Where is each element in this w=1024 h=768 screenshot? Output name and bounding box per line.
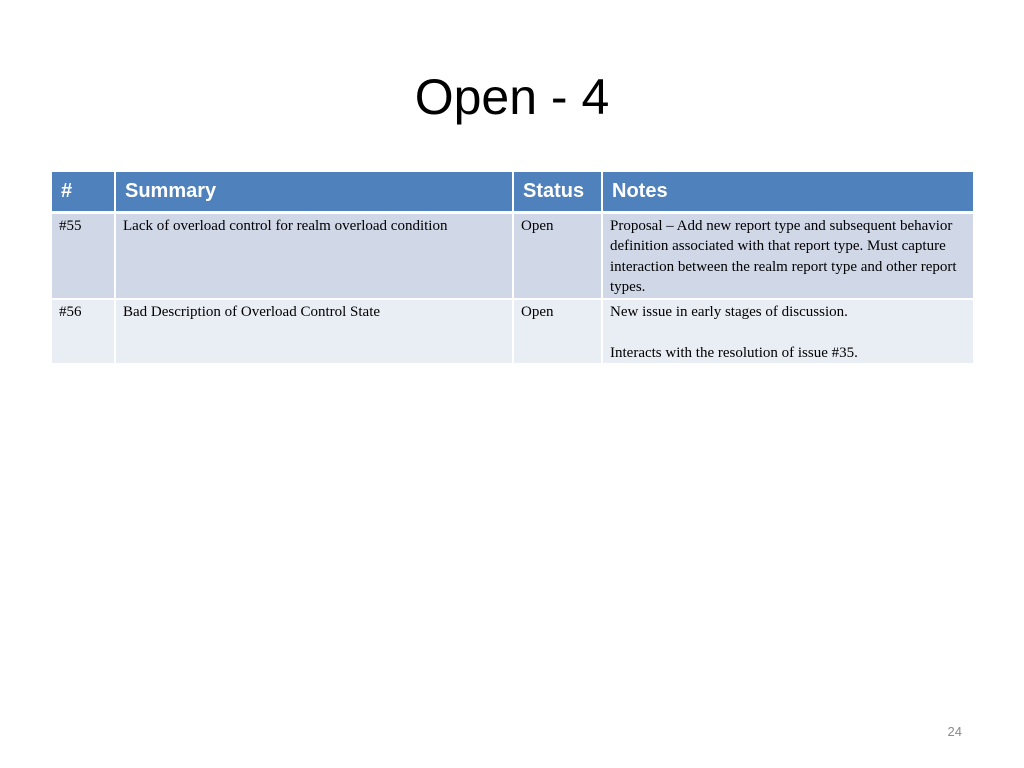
column-header-notes: Notes bbox=[602, 172, 973, 212]
table-row bbox=[52, 299, 973, 365]
page-number: 24 bbox=[947, 724, 962, 739]
issue-notes-cell bbox=[602, 212, 973, 299]
note-text: Interacts with the resolution of issue #35. bbox=[610, 344, 858, 361]
column-header-number: # bbox=[52, 172, 115, 212]
issue-notes-cell bbox=[602, 299, 973, 365]
table-row bbox=[52, 212, 973, 299]
slide-title: Open - 4 bbox=[414, 69, 610, 125]
column-header-status: Status bbox=[513, 172, 602, 212]
note-text: Proposal – Add new report type and subsequent behavior definition associated with that report type. Must capture interaction between the realm report type and other report types. bbox=[610, 217, 957, 295]
issue-status-cell: Open bbox=[513, 212, 602, 299]
issue-summary-cell: Lack of overload control for realm overload condition bbox=[115, 212, 513, 299]
issue-number-cell: #55 bbox=[52, 212, 115, 299]
note-text: New issue in early stages of discussion. bbox=[610, 303, 848, 320]
paragraph-spacer bbox=[610, 322, 966, 343]
table-header-row bbox=[52, 172, 973, 212]
issue-summary-cell: Bad Description of Overload Control State bbox=[115, 299, 513, 365]
issue-number-cell: #56 bbox=[52, 299, 115, 365]
column-header-summary: Summary bbox=[115, 172, 513, 212]
issues-table bbox=[52, 172, 973, 365]
issue-status-cell: Open bbox=[513, 299, 602, 365]
